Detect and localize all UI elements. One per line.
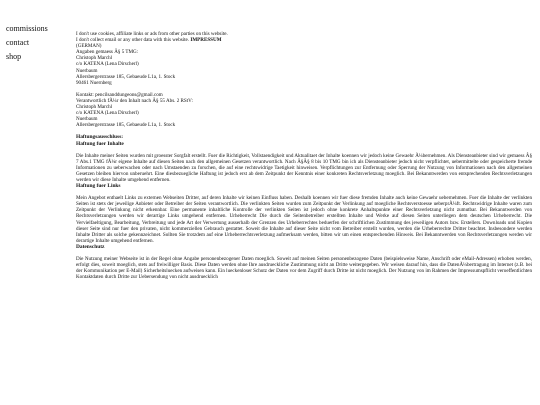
contact-email: Kontakt: pencilsanddungeons@gmail.com	[76, 91, 163, 98]
address-line: 90461 Nuernberg	[76, 79, 112, 86]
address-line: (GERMAN)	[76, 43, 102, 50]
content-liability-heading: Haftung fuer Inhalte	[76, 140, 124, 147]
address-line: Allersbergerstrasse 185, Gebaeude L1a, 1. Stock	[76, 73, 176, 80]
contact-line: Verantwortlich fÃ¼r den Inhalt nach Â§ 55 Abs. 2 RStV:	[76, 97, 193, 104]
link-liability-heading: Haftung fuer Links	[76, 183, 121, 190]
data-notice: I don't collect email or any other data with this website. IMPRESSUM	[76, 37, 222, 44]
contact-line: Allersbergerstrasse 185, Gebaeude L1a, 1. Stock	[76, 122, 176, 129]
address-line: c/o KATENA (Lena Dirscherl)	[76, 61, 139, 68]
privacy-heading: Datenschutz	[76, 243, 105, 250]
contact-line: Christoph Marchl	[76, 104, 113, 111]
impressum-heading: IMPRESSUM	[190, 37, 222, 44]
contact-line: Nuerbaum	[76, 116, 98, 123]
address-line: Angaben gemaess Â§ 5 TMG:	[76, 49, 139, 56]
address-line: Nuerbaum	[76, 67, 98, 74]
nav-link-commissions[interactable]: commissions	[6, 24, 48, 33]
disclaimer-heading: Haftungsausschluss:	[76, 134, 124, 141]
privacy-text: Die Nutzung meiner Webseite ist in der Regel ohne Angabe personenbezogener Daten moeglich. Soweit auf meinen Seiten personenbezogene Daten (beispielsweise Name, Anschrift oder eMail-Adressen) erhoben werden, erfolgt dies, soweit moeglich, stets auf freiwilliger Basis. Diese Daten werden ohne Ihre ausdrueckliche Zustimmung nicht an Dritte weitergegeben. Wir weisen darauf hin, dass die DatenÃ¼bertragung im Internet (z.B. bei der Kommunikation per E-Mail) Sicherheitsluecken aufweisen kann. Ein lueckenloser Schutz der Daten vor dem Zugriff durch Dritte ist nicht moeglich. Der Nutzung von im Rahmen der Impressumspflicht veroeffentlichten Kontaktdaten durch Dritte zur Uebersendung von nicht ausdruecklich	[76, 256, 532, 281]
nav-link-shop[interactable]: shop	[6, 52, 22, 61]
cookie-notice: I don't use cookies, affiliate links or ads from other parties on this website.	[76, 31, 228, 37]
contact-line: c/o KATENA (Lena Dirscherl)	[76, 110, 139, 117]
address-line: Christoph Marchl	[76, 55, 113, 62]
link-liability-text: Mein Angebot enthaelt Links zu externen Webseiten Dritter, auf deren Inhalte wir keinen Einfluss haben. Deshalb koennen wir fuer diese fremden Inhalte auch keine Gewaehr uebernehmen. Fuer die Inhalte der verlinkten Seiten ist stets der jeweilige Anbieter oder Betreiber der Seiten verantwortlich. Die verlinkten Seiten wurden zum Zeitpunkt der Verlinkung auf moegliche Rechtsverstoesse ueberprÃ¼ft. Rechtswidrige Inhalte waren zum Zeitpunkt der Verlinkung nicht erkennbar. Eine permanente inhaltliche Kontrolle der verlinkten Seiten ist jedoch ohne konkrete Anhaltspunkte einer Rechtsverletzung nicht zumutbar. Bei Bekanntwerden von Rechtsverletzungen werden wir derartige Links umgehend entfernen. Urheberrecht Die durch die Seitenbetreiber erstellten Inhalte und Werke auf diesen Seiten unterliegen dem deutschen Urheberrecht. Die Vervielfaeltigung, Bearbeitung, Verbreitung und jede Art der Verwertung ausserhalb der Grenzen des Urheberrechtes beduerfen der schriftlichen Zustimmung des jeweiligen Autors bzw. Erstellers. Downloads und Kopien dieser Seite sind nur fuer den privaten, nicht kommerziellen Gebrauch gestattet. Soweit die Inhalte auf dieser Seite nicht vom Betreiber erstellt wurden, werden die Urheberrechte Dritter beachtet. Insbesondere werden Inhalte Dritter als solche gekennzeichnet. Sollten Sie trotzdem auf eine Urheberrechtsverletzung aufmerksam werden, bitten wir um einen entsprechenden Hinweis. Bei Bekanntwerden von Rechtsverletzungen werden wir derartige Inhalte umgehend entfernen.	[76, 195, 532, 244]
nav-link-contact[interactable]: contact	[6, 38, 30, 47]
site-nav	[6, 22, 48, 64]
impressum-content	[76, 31, 532, 280]
content-liability-text: Die Inhalte meiner Seiten wurden mit groesster Sorgfalt erstellt. Fuer die Richtigkeit, Vollstaendigkeit und Aktualitaet der Inhalte koennen wir jedoch keine Gewaehr Ã¼bernehmen. Als Diensteanbieter sind wir gemaess Â§ 7 Abs.1 TMG fÃ¼r eigene Inhalte auf diesen Seiten nach den allgemeinen Gesetzen verantwortlich. Nach Â§Â§ 8 bis 10 TMG bin ich als Diensteanbieter jedoch nicht verpflichtet, uebermittelte oder gespeicherte fremde Informationen zu ueberwachen oder nach Umstaenden zu forschen, die auf eine rechtswidrige Taetigkeit hinweisen. Verpflichtungen zur Entfernung oder Sperrung der Nutzung von Informationen nach den allgemeinen Gesetzen bleiben hiervon unberuehrt. Eine diesbezuegliche Haftung ist jedoch erst ab dem Zeitpunkt der Kenntnis einer konkreten Rechtsverletzung moeglich. Bei Bekanntwerden von entsprechenden Rechtsverletzungen werden wir diese Inhalte umgehend entfernen.	[76, 152, 532, 183]
